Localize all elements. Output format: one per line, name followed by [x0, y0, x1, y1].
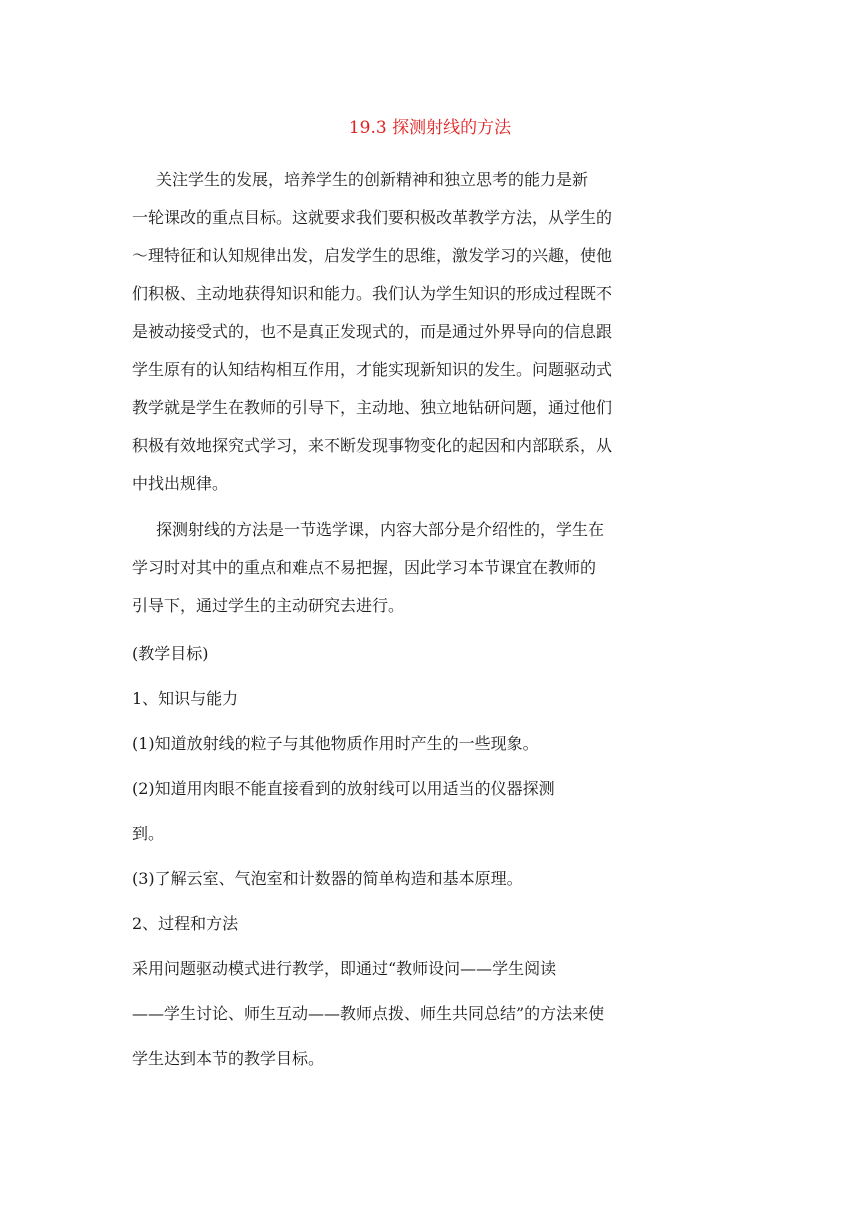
paragraph-line: ～理特征和认知规律出发，启发学生的思维，激发学习的兴趣，使他 [132, 246, 613, 265]
paragraph-line: 教学就是学生在教师的引导下，主动地、独立地钻研问题，通过他们 [132, 398, 613, 417]
paragraph-line: 积极有效地探究式学习，来不断发现事物变化的起因和内部联系，从 [132, 436, 613, 455]
paragraph-line: ——学生讨论、师生互动——教师点拨、师生共同总结”的方法来使 [132, 1004, 605, 1023]
document-title: 19.3 探测射线的方法 [348, 118, 512, 138]
list-item: (2)知道用肉眼不能直接看到的放射线可以用适当的仪器探测 [132, 779, 555, 798]
paragraph-line: 学生达到本节的教学目标。 [132, 1049, 325, 1068]
paragraph-line: 学生原有的认知结构相互作用，才能实现新知识的发生。问题驱动式 [132, 360, 613, 379]
list-item: (1)知道放射线的粒子与其他物质作用时产生的一些现象。 [132, 734, 539, 753]
paragraph-line: 们积极、主动地获得知识和能力。我们认为学生知识的形成过程既不 [132, 284, 613, 303]
paragraph-line: 探测射线的方法是一节选学课，内容大部分是介绍性的，学生在 [156, 520, 605, 539]
paragraph-line: 关注学生的发展，培养学生的创新精神和独立思考的能力是新 [156, 170, 589, 189]
section-heading: 1、知识与能力 [132, 689, 239, 708]
paragraph-line: 一轮课改的重点目标。这就要求我们要积极改革教学方法，从学生的 [132, 208, 613, 227]
list-item-continued: 到。 [132, 824, 165, 843]
paragraph-line: 是被动接受式的，也不是真正发现式的，而是通过外界导向的信息跟 [132, 322, 613, 341]
paragraph-line: 学习时对其中的重点和难点不易把握，因此学习本节课宜在教师的 [132, 558, 597, 577]
paragraph-line: 采用问题驱动模式进行教学，即通过“教师设问——学生阅读 [132, 959, 557, 978]
paragraph-line: 引导下，通过学生的主动研究去进行。 [132, 596, 405, 615]
list-item: (3)了解云室、气泡室和计数器的简单构造和基本原理。 [132, 869, 523, 888]
section-heading: 2、过程和方法 [132, 914, 239, 933]
section-heading: (教学目标) [132, 644, 209, 663]
paragraph-line: 中找出规律。 [132, 474, 229, 493]
